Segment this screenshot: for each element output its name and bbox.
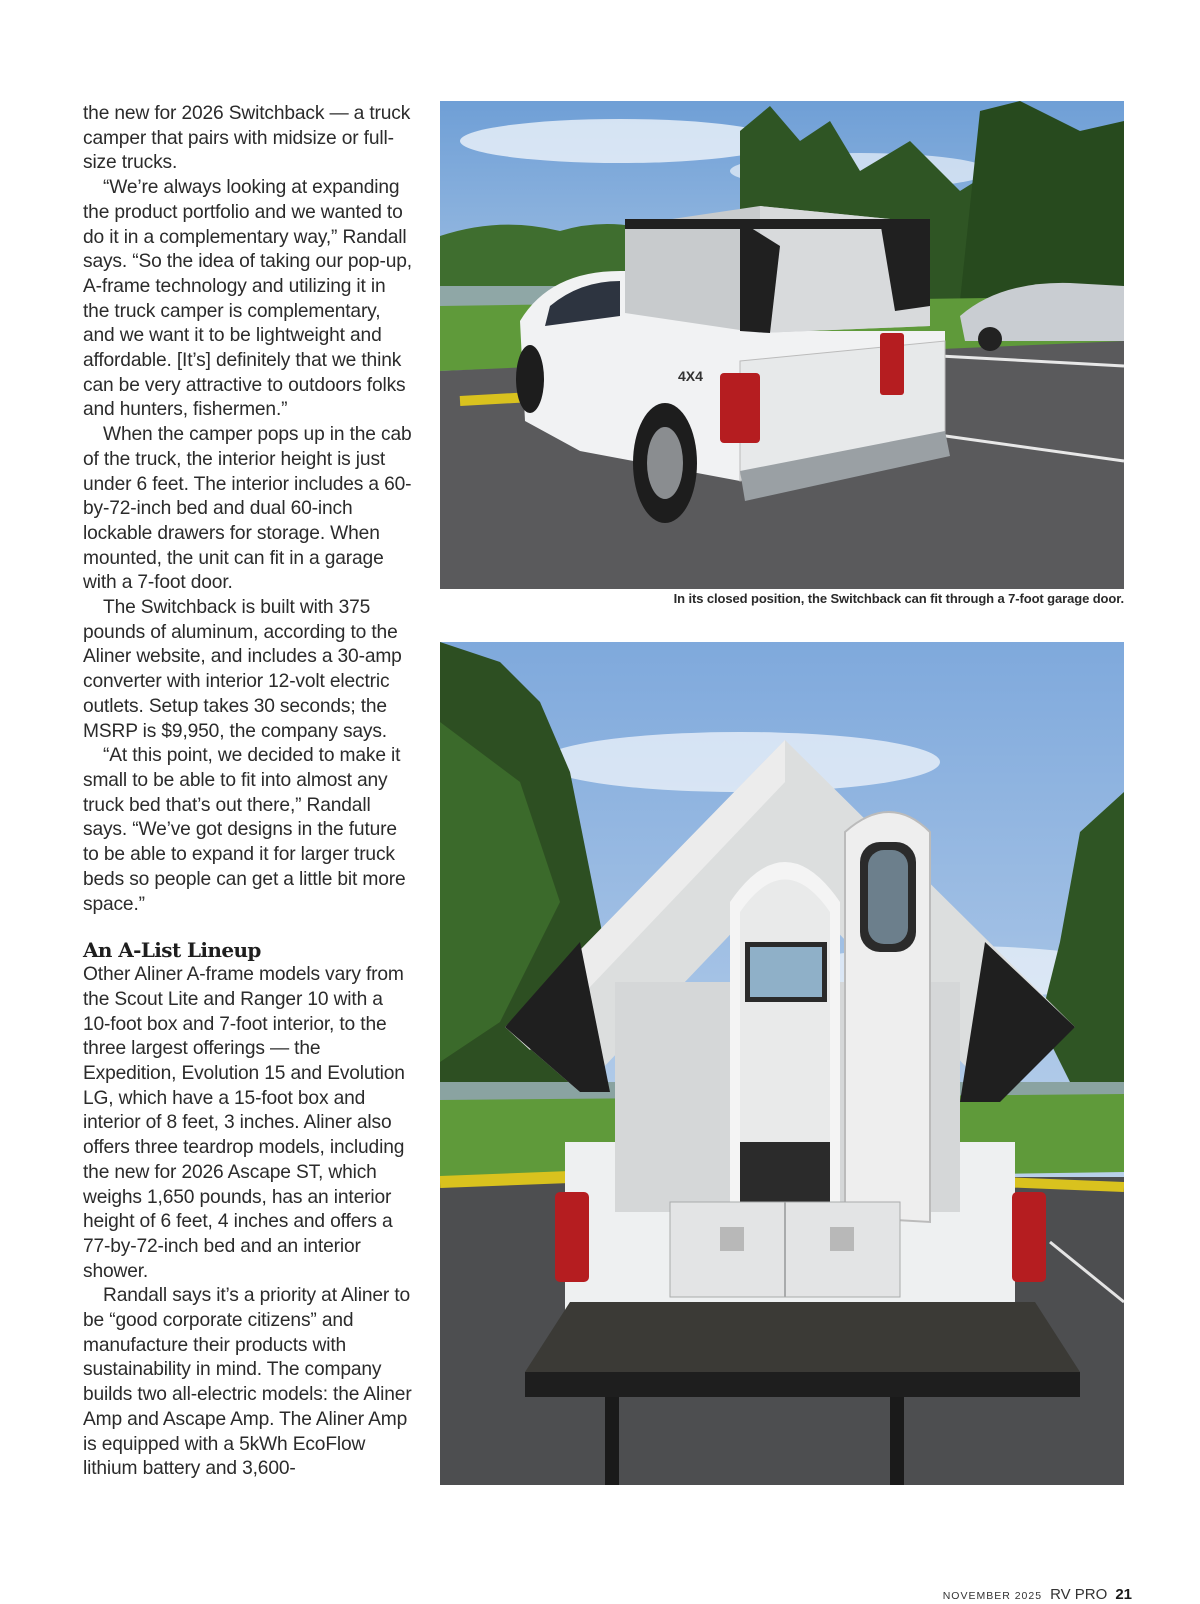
truck-camper-closed-photo: [440, 101, 1124, 589]
article-paragraph: Randall says it’s a priority at Aliner to be “good corporate citizens” and manufacture their products with sustainability in mind. The company builds two all-electric models: the Aliner Amp and Ascape Amp. The Aliner Amp is equipped with a 5kWh EcoFlow lithium battery and 3,600-: [83, 1285, 412, 1480]
article-paragraph: “We’re always looking at expanding the product portfolio and we wanted to do it in a complementary way,” Randall says. “So the idea of taking our pop-up, A-frame technology and utilizing it in the truck camper is complementary, and we want it to be lightweight and affordable. [It’s] definitely that we think can be very attractive to outdoors folks and hunters, fishermen.”: [83, 177, 412, 421]
page-footer: [943, 1586, 1132, 1603]
truck-badge: 4X4: [678, 368, 703, 384]
article-paragraph: the new for 2026 Switchback — a truck camper that pairs with midsize or full-size trucks.: [83, 103, 411, 174]
article-column: [83, 102, 413, 1482]
article-paragraph: When the camper pops up in the cab of the truck, the interior height is just under 6 feet. The interior includes a 60-by-72-inch bed and dual 60-inch lockable drawers for storage. When mounted, the unit can fit in a garage with a 7-foot door.: [83, 424, 412, 594]
footer-magazine-name: RV PRO: [1050, 1586, 1108, 1603]
page-number: 21: [1115, 1586, 1132, 1603]
photo-caption: In its closed position, the Switchback can fit through a 7-foot garage door.: [673, 591, 1124, 606]
article-paragraph: “At this point, we decided to make it small to be able to fit into almost any truck bed that’s out there,” Randall says. “We’ve got designs in the future to be able to expand it for larger truck beds so people can get a little bit more space.”: [83, 745, 406, 915]
truck-camper-open-photo: [440, 642, 1124, 1485]
article-paragraph: Other Aliner A-frame models vary from the Scout Lite and Ranger 10 with a 10-foot box and 7-foot interior, to the three largest offerings — the Expedition, Evolution 15 and Evolution LG, which have a 15-foot box and interior of 8 feet, 3 inches. Aliner also offers three teardrop models, including the new for 2026 Ascape ST, which weighs 1,650 pounds, has an interior height of 6 feet, 4 inches and offers a 77-by-72-inch bed and an interior shower.: [83, 964, 405, 1282]
article-paragraph: The Switchback is built with 375 pounds of aluminum, according to the Aliner website, and includes a 30-amp converter with interior 12-volt electric outlets. Setup takes 30 seconds; the MSRP is $9,950, the company says.: [83, 597, 402, 742]
footer-issue-date: NOVEMBER 2025: [942, 1590, 1043, 1602]
section-heading: An A-List Lineup: [83, 938, 261, 963]
